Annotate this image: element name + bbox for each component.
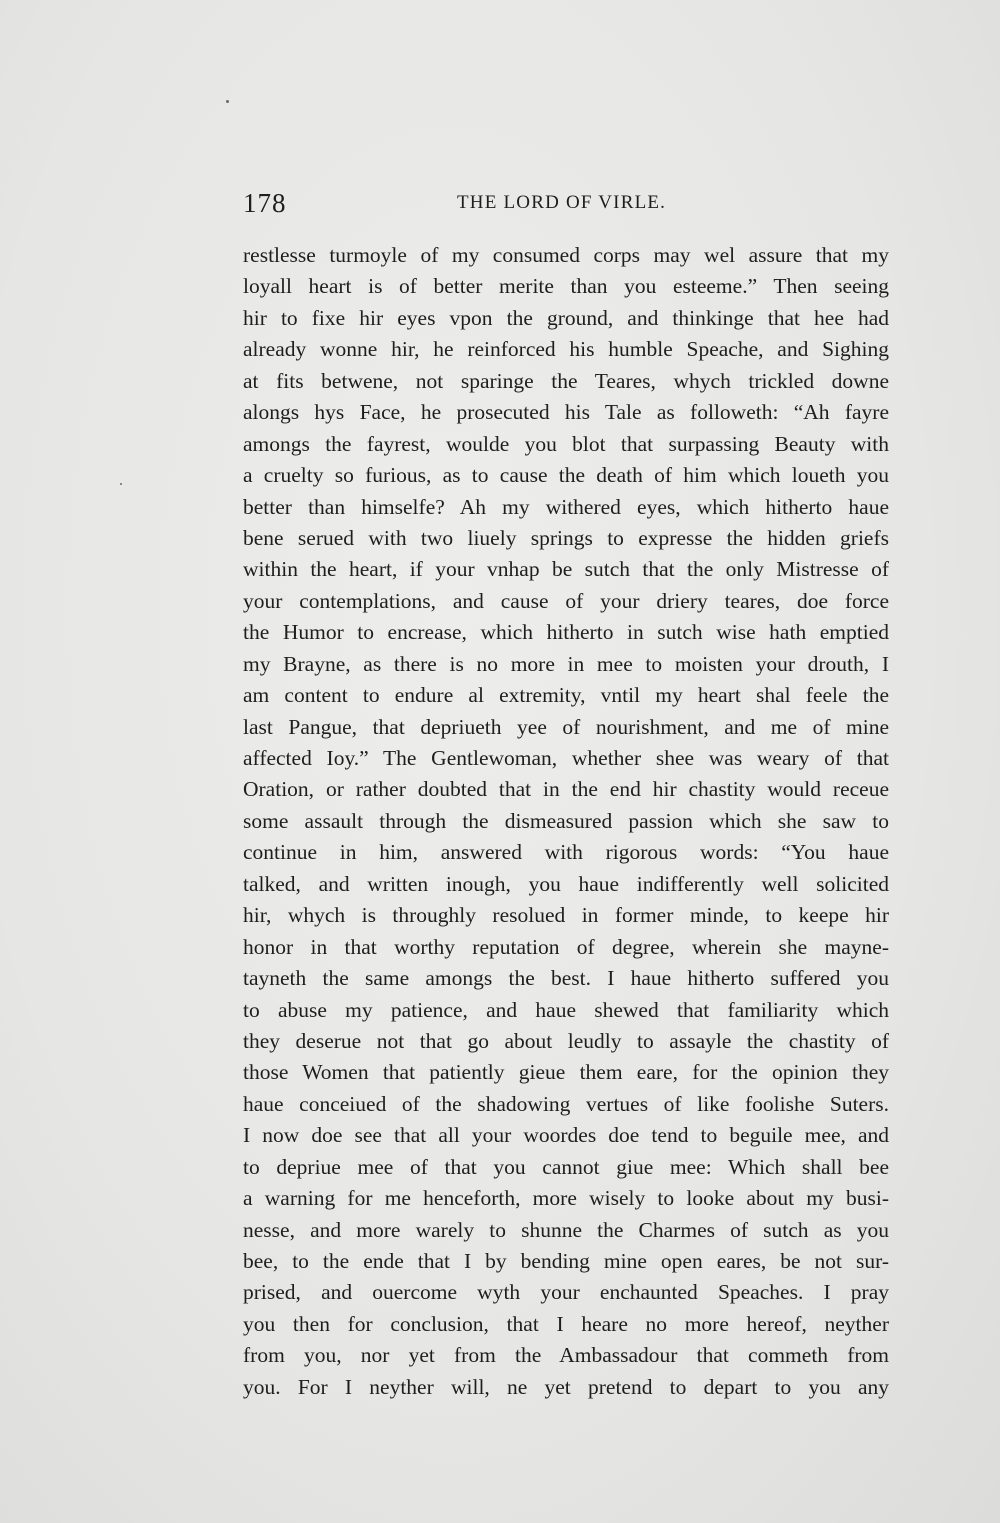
text-line: tayneth the same amongs the best. I haue hitherto suffered you xyxy=(243,966,889,991)
text-line: better than himselfe? Ah my withered eyes, which hitherto haue xyxy=(243,494,889,519)
text-line: continue in him, answered with rigorous words: “You haue xyxy=(243,840,889,865)
running-title: THE LORD OF VIRLE. xyxy=(457,192,667,213)
paper-speck xyxy=(120,483,122,485)
text-line: some assault through the dismeasured passion which she saw to xyxy=(243,808,889,833)
text-line: bene serued with two liuely springs to expresse the hidden griefs xyxy=(243,525,889,550)
text-line: you then for conclusion, that I heare no more hereof, neyther xyxy=(243,1311,889,1336)
text-line: prised, and ouercome wyth your enchaunted Speaches. I pray xyxy=(243,1280,889,1305)
text-line: at fits betwene, not sparinge the Teares, whych trickled downe xyxy=(243,368,889,393)
text-line: amongs the fayrest, woulde you blot that surpassing Beauty with xyxy=(243,431,889,456)
text-line: alongs hys Face, he prosecuted his Tale as followeth: “Ah fayre xyxy=(243,400,889,425)
text-line: last Pangue, that depriueth yee of nourishment, and me of mine xyxy=(243,714,889,739)
text-line: a cruelty so furious, as to cause the death of him which loueth you xyxy=(243,463,889,488)
text-line: from you, nor yet from the Ambassadour that commeth from xyxy=(243,1343,889,1368)
text-line: affected Ioy.” The Gentlewoman, whether shee was weary of that xyxy=(243,746,889,770)
body-text xyxy=(243,240,889,1403)
text-line: hir, whych is throughly resolued in former minde, to keepe hir xyxy=(243,903,889,928)
text-line: haue conceiued of the shadowing vertues of like foolishe Suters. xyxy=(243,1091,889,1116)
text-line: am content to endure al extremity, vntil my heart shal feele the xyxy=(243,683,889,708)
text-line: my Brayne, as there is no more in mee to moisten your drouth, I xyxy=(243,651,889,676)
text-line: hir to fixe hir eyes vpon the ground, and thinkinge that hee had xyxy=(243,305,889,330)
text-line: a warning for me henceforth, more wisely to looke about my busi- xyxy=(243,1186,889,1211)
text-line: the Humor to encrease, which hitherto in sutch wise hath emptied xyxy=(243,620,889,645)
text-line: nesse, and more warely to shunne the Charmes of sutch as you xyxy=(243,1217,889,1242)
text-line: restlesse turmoyle of my consumed corps may wel assure that my xyxy=(243,243,889,267)
text-line: within the heart, if your vnhap be sutch that the only Mistresse of xyxy=(243,557,889,582)
text-line: you. For I neyther will, ne yet pretend to depart to you any xyxy=(243,1374,889,1399)
text-line: honor in that worthy reputation of degree, wherein she mayne- xyxy=(243,934,889,959)
page-number: 178 xyxy=(243,188,287,218)
paper-speck xyxy=(226,100,229,103)
text-line: to abuse my patience, and haue shewed that familiarity which xyxy=(243,997,889,1022)
text-line: your contemplations, and cause of your driery teares, doe force xyxy=(243,588,889,613)
text-line: talked, and written inough, you haue indifferently well solicited xyxy=(243,871,889,896)
text-line: those Women that patiently gieue them eare, for the opinion they xyxy=(243,1060,889,1085)
text-line: already wonne hir, he reinforced his humble Speache, and Sighing xyxy=(243,337,889,362)
text-line: to depriue mee of that you cannot giue mee: Which shall bee xyxy=(243,1154,889,1179)
text-line: Oration, or rather doubted that in the end hir chastity would receue xyxy=(243,777,889,802)
text-line: bee, to the ende that I by bending mine open eares, be not sur- xyxy=(243,1249,889,1273)
text-line: loyall heart is of better merite than you esteeme.” Then seeing xyxy=(243,274,889,299)
text-line: I now doe see that all your woordes doe tend to beguile mee, and xyxy=(243,1123,889,1148)
text-line: they deserue not that go about leudly to assayle the chastity of xyxy=(243,1028,889,1053)
running-head xyxy=(243,186,893,220)
